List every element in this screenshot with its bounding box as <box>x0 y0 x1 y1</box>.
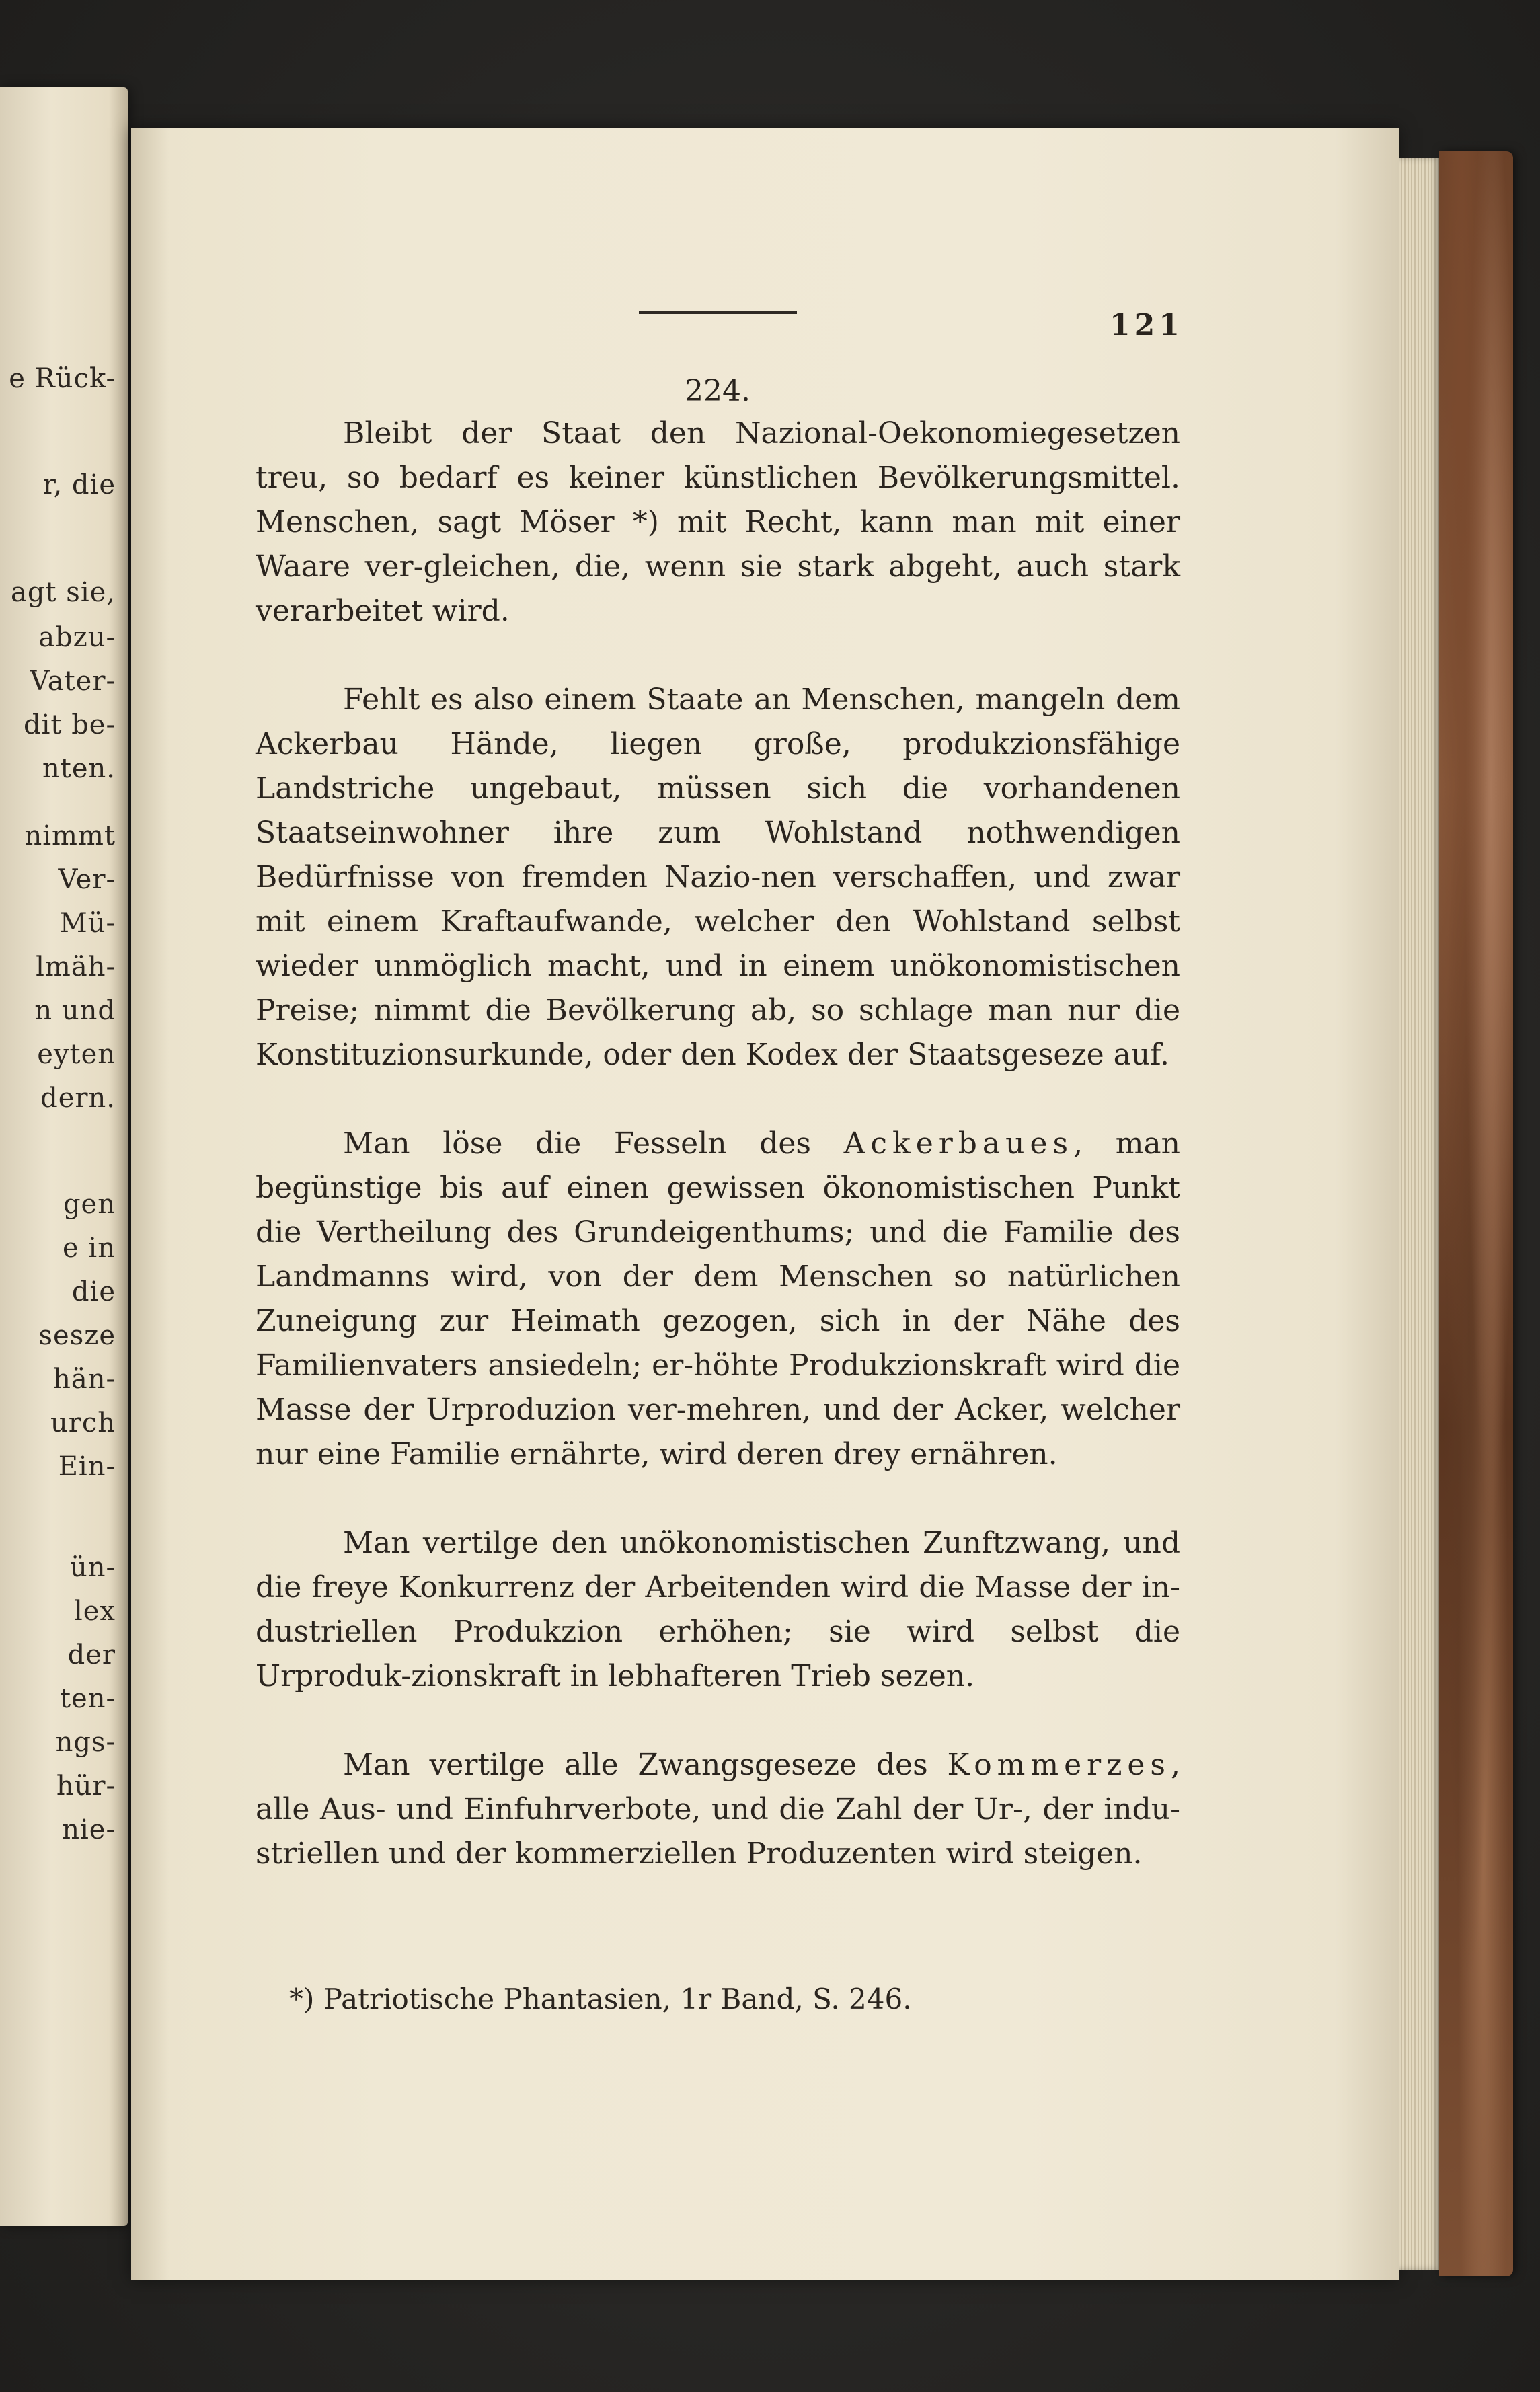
left-page-fragment: r, die <box>42 469 116 500</box>
paragraph-5 <box>256 1743 1180 1876</box>
footnote: *) Patriotische Phantasien, 1r Band, S. 246. <box>289 1982 912 2015</box>
left-page-fragment: hür- <box>56 1771 116 1802</box>
left-page-fragment: dit be- <box>24 709 116 740</box>
left-page-fragment: lmäh- <box>36 952 116 982</box>
page-stack-edge <box>1399 158 1440 2270</box>
left-page-fragment: Vater- <box>30 666 116 697</box>
left-page-fragment: e in <box>63 1233 116 1264</box>
left-page-fragment: nten. <box>42 753 116 784</box>
emphasis-kommerzes: Kommerzes <box>947 1748 1171 1782</box>
left-page-fragment: n und <box>34 995 116 1026</box>
left-page-fragment: dern. <box>40 1083 116 1114</box>
paragraph-1: Bleibt der Staat den Nazional-Oekonomiegesetzen treu, so bedarf es keiner künstlichen Bevölkerungsmittel. Menschen, sagt Möser *) mit Recht, kann man mit einer Waare ver-gleichen, die, wenn sie stark abgeht, auch stark verarbeitet wird. <box>256 416 1180 628</box>
marbled-cover <box>1439 151 1513 2276</box>
header-rule <box>639 311 797 314</box>
left-page-fragment: ten- <box>59 1683 116 1714</box>
left-page-fragment: agt sie, <box>11 577 116 608</box>
left-page-fragment: Ver- <box>58 864 116 895</box>
left-page-fragment: die <box>71 1276 116 1307</box>
left-page-fragment: urch <box>50 1407 116 1438</box>
left-page-fragment: e Rück- <box>9 363 116 394</box>
paragraph-4: Man vertilge den unökonomistischen Zunftzwang, und die freye Konkurrenz der Arbeitenden wird die Masse der in-dustriellen Produkzion erhöhen; sie wird selbst die Urproduk-zionskraft in lebhafteren Trieb sezen. <box>256 1526 1180 1693</box>
left-page-fragment: ün- <box>69 1552 116 1583</box>
left-page-fragment: ngs- <box>55 1727 116 1758</box>
left-page-edge <box>0 87 128 2226</box>
body-text <box>256 412 1180 1876</box>
paragraph-3 <box>256 1122 1180 1477</box>
left-page-fragment: eyten <box>37 1039 116 1070</box>
left-page-fragment: hän- <box>53 1364 116 1395</box>
left-page-fragment: der <box>67 1639 116 1670</box>
paragraph-5-start: Man vertilge alle Zwangsgeseze des <box>343 1748 948 1782</box>
page-number: 121 <box>1110 308 1184 342</box>
paragraph-3-end: , man begünstige bis auf einen gewissen ökonomistischen Punkt die Vertheilung des Grundeigenthums; und die Familie des Landmanns wird, von der dem Menschen so natürlichen Zuneigung zur Heimath gezogen, sich in der Nähe des Familienvaters ansiedeln; er-höhte Produkzionskraft wird die Masse der Urproduzion ver-mehren, und der Acker, welcher nur eine Familie ernährte, wird deren drey ernähren. <box>256 1126 1180 1471</box>
left-page-fragment: sesze <box>38 1320 116 1351</box>
left-page-fragment: abzu- <box>38 622 116 653</box>
left-page-fragment: nie- <box>62 1814 116 1845</box>
section-number: 224. <box>685 374 750 408</box>
left-page-fragment: Mü- <box>59 908 116 939</box>
left-page-fragment: gen <box>63 1189 116 1220</box>
emphasis-ackerbaues: Ackerbaues <box>843 1126 1074 1161</box>
left-page-fragment: Ein- <box>58 1451 116 1482</box>
left-page-fragment: lex <box>73 1596 116 1627</box>
left-page-fragment: nimmt <box>24 820 116 851</box>
paragraph-2: Fehlt es also einem Staate an Menschen, mangeln dem Ackerbau Hände, liegen große, produkzionsfähige Landstriche ungebaut, müssen sich die vorhandenen Staatseinwohner ihre zum Wohlstand nothwendigen Bedürfnisse von fremden Nazio-nen verschaffen, und zwar mit einem Kraftaufwande, welcher den Wohlstand selbst wieder unmöglich macht, und in einem unökonomistischen Preise; nimmt die Bevölkerung ab, so schlage man nur die Konstituzionsurkunde, oder den Kodex der Staatsgeseze auf. <box>256 683 1180 1072</box>
paragraph-5-end: , alle Aus- und Einfuhrverbote, und die Zahl der Ur-, der indu-striellen und der kommerziellen Produzenten wird steigen. <box>256 1748 1180 1871</box>
paragraph-3-start: Man löse die Fesseln des <box>343 1126 844 1161</box>
